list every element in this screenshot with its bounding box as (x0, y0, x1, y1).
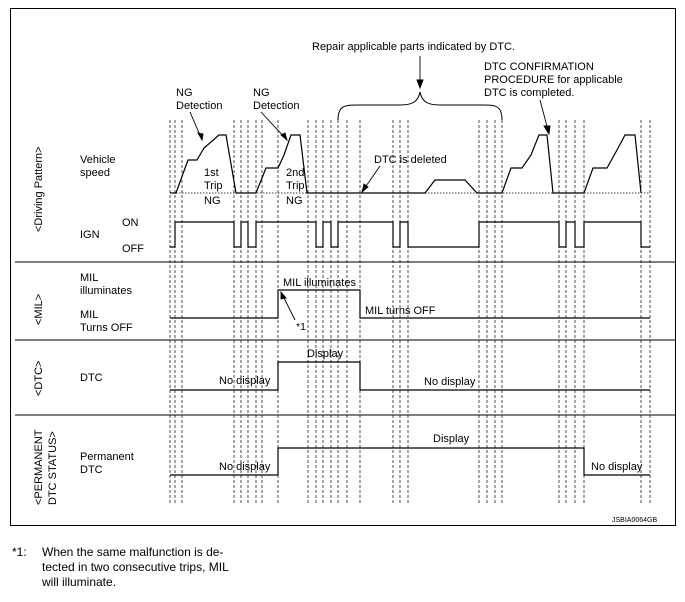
dtc-no-display-2: No display (424, 376, 476, 388)
vehicle-speed-label-a: Vehicle (80, 154, 116, 166)
repair-brace (338, 92, 502, 120)
ign-off-label: OFF (122, 243, 144, 255)
confirmation-note-3: DTC is completed. (484, 87, 575, 99)
vehicle-speed-label-b: speed (80, 167, 110, 179)
dtc-no-display-1: No display (219, 375, 271, 387)
trip1-b: Trip (204, 180, 223, 192)
ign-on-label: ON (122, 217, 139, 229)
mil-illuminates-label-a: MIL (80, 272, 99, 284)
permanent-dtc-label-a: Permanent (80, 451, 134, 463)
trip1-c: NG (204, 195, 221, 207)
ng-detection-1-a: NG (176, 87, 193, 99)
ng-detection-1-b: Detection (176, 100, 223, 112)
perm-no-display-1: No display (219, 461, 271, 473)
mil-illuminates-label-b: illuminates (80, 285, 132, 297)
row-label-mil: <MIL> (33, 293, 45, 325)
row-label-permanent-a: <PERMANENT (33, 429, 45, 505)
trip1-a: 1st (204, 167, 219, 179)
dtc-display-label: Display (307, 348, 344, 360)
ng-detection-2-b: Detection (253, 100, 300, 112)
trip2-c: NG (286, 195, 303, 207)
figure-code: JSBIA0064GB (612, 517, 658, 524)
perm-no-display-2: No display (591, 461, 643, 473)
dtc-signal-label: DTC (80, 372, 103, 384)
confirmation-note-2: PROCEDURE for applicable (484, 74, 623, 86)
row-label-driving-pattern: <Driving Pattern> (33, 146, 45, 232)
mil-turns-off-label-a: MIL (80, 309, 99, 321)
permanent-dtc-label-b: DTC (80, 464, 103, 476)
star1-label: *1 (296, 321, 306, 333)
mil-turns-off-seg: MIL turns OFF (365, 305, 436, 317)
row-label-dtc: <DTC> (33, 360, 45, 396)
mil-illuminates-seg: MIL illuminates (283, 277, 356, 289)
ign-trace (170, 222, 650, 247)
perm-display-label: Display (433, 433, 470, 445)
trip2-a: 2nd (286, 167, 305, 179)
footnote-text: When the same malfunction is de- tected in two consecutive trips, MIL will illuminate. (42, 545, 229, 589)
row-label-permanent-b: DTC STATUS> (47, 431, 59, 505)
mil-turns-off-label-b: Turns OFF (80, 322, 133, 334)
confirmation-note-1: DTC CONFIRMATION (484, 61, 594, 73)
ign-label: IGN (80, 229, 100, 241)
ng-detection-2-a: NG (253, 87, 270, 99)
repair-note: Repair applicable parts indicated by DTC. (312, 41, 515, 53)
footnote-mark: *1: (12, 545, 27, 559)
dtc-deleted-label: DTC is deleted (374, 154, 447, 166)
trip2-b: Trip (286, 180, 305, 192)
